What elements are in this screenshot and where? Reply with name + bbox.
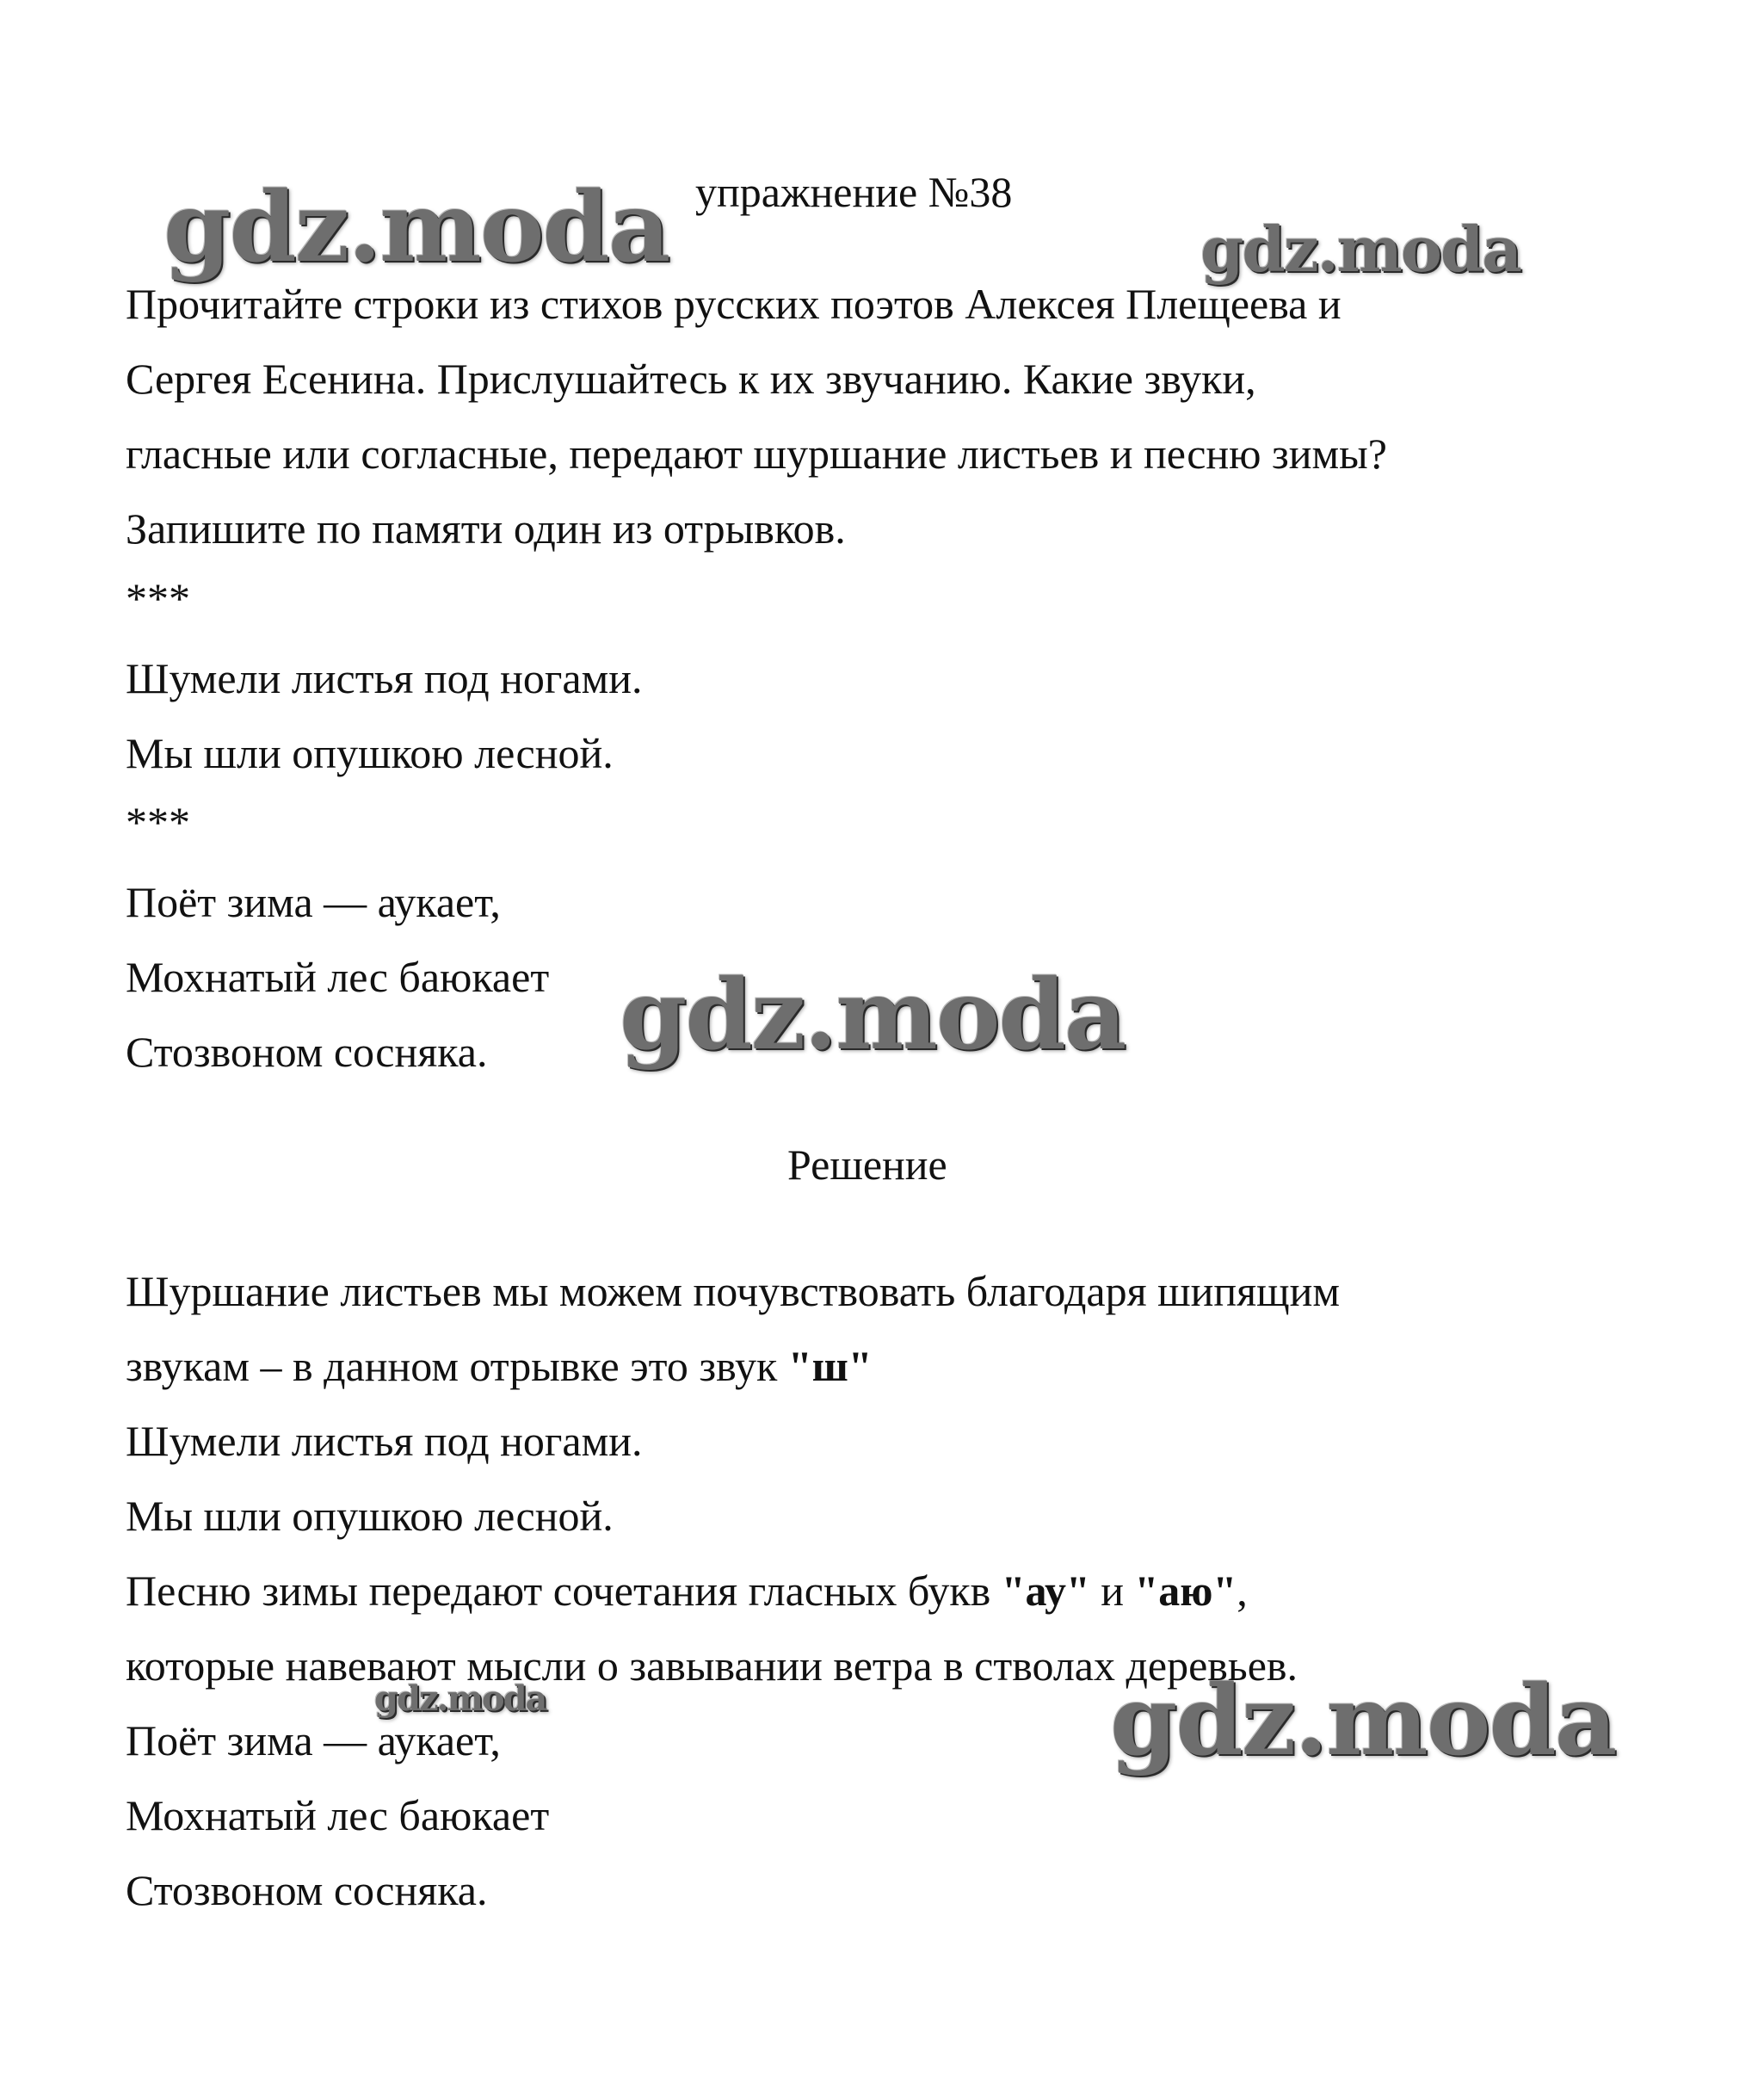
stanza-separator: *** (126, 574, 190, 622)
solution-text: и (1089, 1567, 1135, 1615)
task-line: Запишите по памяти один из отрывков. (126, 504, 846, 553)
watermark-logo: gdz.moda (1200, 213, 1520, 286)
watermark-logo: gdz.moda (163, 171, 669, 284)
solution-line (126, 1565, 1248, 1616)
task-line: гласные или согласные, передают шуршание листьев и песню зимы? (126, 430, 1387, 478)
highlighted-sound: "ау" (1001, 1567, 1090, 1615)
poem-line: Поёт зима — аукает, (126, 1716, 501, 1764)
solution-text: , (1237, 1567, 1248, 1615)
solution-line (126, 1340, 873, 1392)
solution-text: Песню зимы передают сочетания гласных букв (126, 1567, 1002, 1615)
highlighted-sound: "аю" (1134, 1567, 1237, 1615)
watermark-logo: gdz.moda (374, 1678, 546, 1719)
watermark-logo: gdz.moda (620, 959, 1126, 1072)
watermark-logo: gdz.moda (1110, 1665, 1616, 1777)
poem-line: Мохнатый лес баюкает (126, 953, 550, 1001)
poem-line: Стозвоном сосняка. (126, 1866, 488, 1914)
solution-line: которые навевают мысли о завывании ветра в стволах деревьев. (126, 1641, 1298, 1690)
task-line: Прочитайте строки из стихов русских поэтов Алексея Плещеева и (126, 280, 1342, 328)
stanza-separator: *** (126, 798, 190, 846)
solution-text: звукам – в данном отрывке это звук (126, 1342, 788, 1390)
poem-line: Шумели листья под ногами. (126, 1417, 643, 1465)
highlighted-sound: "ш" (787, 1342, 873, 1390)
poem-line: Поёт зима — аукает, (126, 878, 501, 926)
exercise-title: упражнение №38 (695, 168, 1013, 216)
solution-line: Шуршание листьев мы можем почувствовать благодаря шипящим (126, 1267, 1340, 1315)
poem-line: Шумели листья под ногами. (126, 654, 643, 702)
poem-line: Мы шли опушкою лесной. (126, 729, 614, 777)
poem-line: Мохнатый лес баюкает (126, 1791, 550, 1839)
solution-heading: Решение (787, 1140, 947, 1189)
poem-line: Мы шли опушкою лесной. (126, 1492, 614, 1540)
task-line: Сергея Есенина. Прислушайтесь к их звучанию. Какие звуки, (126, 355, 1256, 403)
poem-line: Стозвоном сосняка. (126, 1028, 488, 1076)
